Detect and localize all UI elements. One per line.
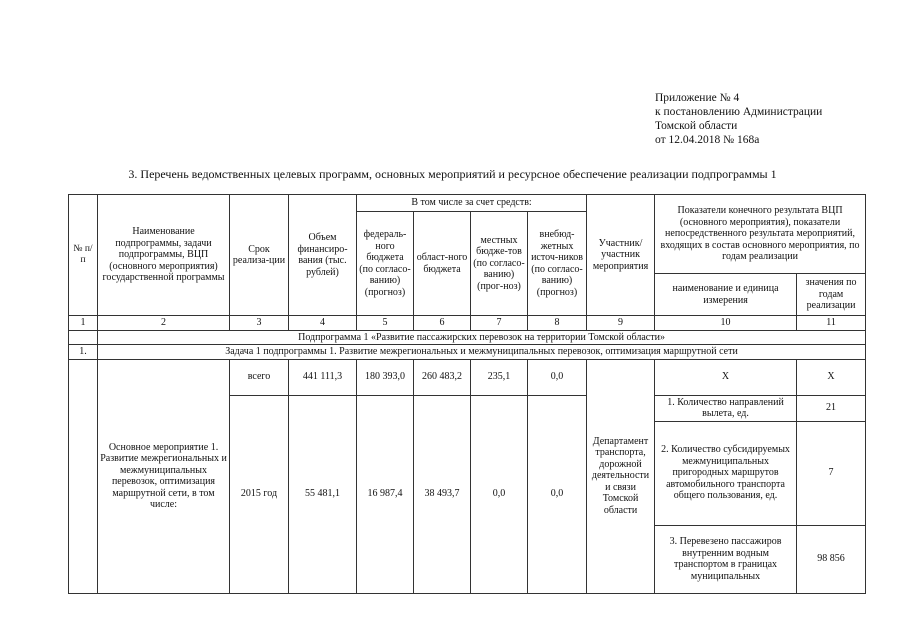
col-number: 5: [357, 316, 414, 331]
task-number: 1.: [69, 345, 98, 360]
task-row: [69, 345, 866, 360]
total-local: 235,1: [471, 359, 528, 395]
activity-total-row: [69, 359, 866, 395]
col-number: 6: [414, 316, 471, 331]
col-number: 1: [69, 316, 98, 331]
total-term: всего: [230, 359, 289, 395]
year-2015-regional: 38 493,7: [414, 395, 471, 593]
task-title: Задача 1 подпрограммы 1. Развитие межрегиональных и межмуниципальных перевозок, оптимизация маршрутной сети: [98, 345, 866, 360]
total-ind-name: Х: [655, 359, 797, 395]
header-term: Срок реализа-ции: [230, 195, 289, 316]
approval-line-1: Приложение № 4: [655, 92, 740, 104]
approval-line-4: от 12.04.2018 № 168а: [655, 134, 760, 146]
activity-participant: Департамент транспорта, дорожной деятельности и связи Томской области: [587, 359, 655, 593]
column-number-row: [69, 316, 866, 331]
year-2015-volume: 55 481,1: [289, 395, 357, 593]
indicator-value: 21: [797, 395, 866, 421]
subprogram-row: [69, 330, 866, 345]
col-number: 10: [655, 316, 797, 331]
col-number: 3: [230, 316, 289, 331]
indicator-name: 3. Перевезено пассажиров внутренним водным транспортом в границах муниципальных: [655, 525, 797, 593]
indicator-value: 98 856: [797, 525, 866, 593]
indicator-name: 1. Количество направлений вылета, ед.: [655, 395, 797, 421]
year-2015-term: 2015 год: [230, 395, 289, 593]
activity-name: Основное мероприятие 1. Развитие межрегиональных и межмуниципальных перевозок, оптимизация маршрутной сети, в том числе:: [98, 359, 230, 593]
header-participant: Участник/ участник мероприятия: [587, 195, 655, 316]
col-number: 2: [98, 316, 230, 331]
col-number: 11: [797, 316, 866, 331]
approval-line-2: к постановлению Администрации: [655, 106, 823, 118]
subprogram-title: Подпрограмма 1 «Развитие пассажирских перевозок на территории Томской области»: [98, 330, 866, 345]
col-number: 7: [471, 316, 528, 331]
year-2015-offbudget: 0,0: [528, 395, 587, 593]
total-ind-value: Х: [797, 359, 866, 395]
year-2015-local: 0,0: [471, 395, 528, 593]
document-title: 3. Перечень ведомственных целевых программ, основных мероприятий и ресурсное обеспечение реализации подпрограммы 1: [128, 167, 777, 181]
header-regional: област-ного бюджета: [414, 212, 471, 316]
col-number: 9: [587, 316, 655, 331]
header-incl: В том числе за счет средств:: [357, 195, 587, 212]
header-offbudget: внебюд-жетных источ-ников (по согласо-ванию) (прогноз): [528, 212, 587, 316]
year-2015-federal: 16 987,4: [357, 395, 414, 593]
header-num: № п/п: [69, 195, 98, 316]
indicator-name: 2. Количество субсидируемых межмуниципальных пригородных маршрутов автомобильного транспорта общего пользования, ед.: [655, 421, 797, 525]
header-local: местных бюдже-тов (по согласо-ванию) (прог-ноз): [471, 212, 528, 316]
program-table: [68, 194, 866, 594]
header-ind-name: наименование и единица измерения: [655, 274, 797, 316]
total-volume: 441 111,3: [289, 359, 357, 395]
total-federal: 180 393,0: [357, 359, 414, 395]
header-indicators: Показатели конечного результата ВЦП (основного мероприятия), показатели непосредственного результата мероприятий, входящих в состав основного мероприятия, по годам реализации: [655, 195, 866, 274]
col-number: 4: [289, 316, 357, 331]
header-volume: Объем финансиро-вания (тыс. рублей): [289, 195, 357, 316]
approval-block: [655, 91, 822, 147]
indicator-value: 7: [797, 421, 866, 525]
col-number: 8: [528, 316, 587, 331]
header-ind-values: значения по годам реализации: [797, 274, 866, 316]
header-federal: федераль-ного бюджета (по согласо-ванию) (прогноз): [357, 212, 414, 316]
header-name: Наименование подпрограммы, задачи подпрограммы, ВЦП (основного мероприятия) государственной программы: [98, 195, 230, 316]
header-row-1: [69, 195, 866, 212]
total-offbudget: 0,0: [528, 359, 587, 395]
approval-line-3: Томской области: [655, 120, 738, 132]
total-regional: 260 483,2: [414, 359, 471, 395]
